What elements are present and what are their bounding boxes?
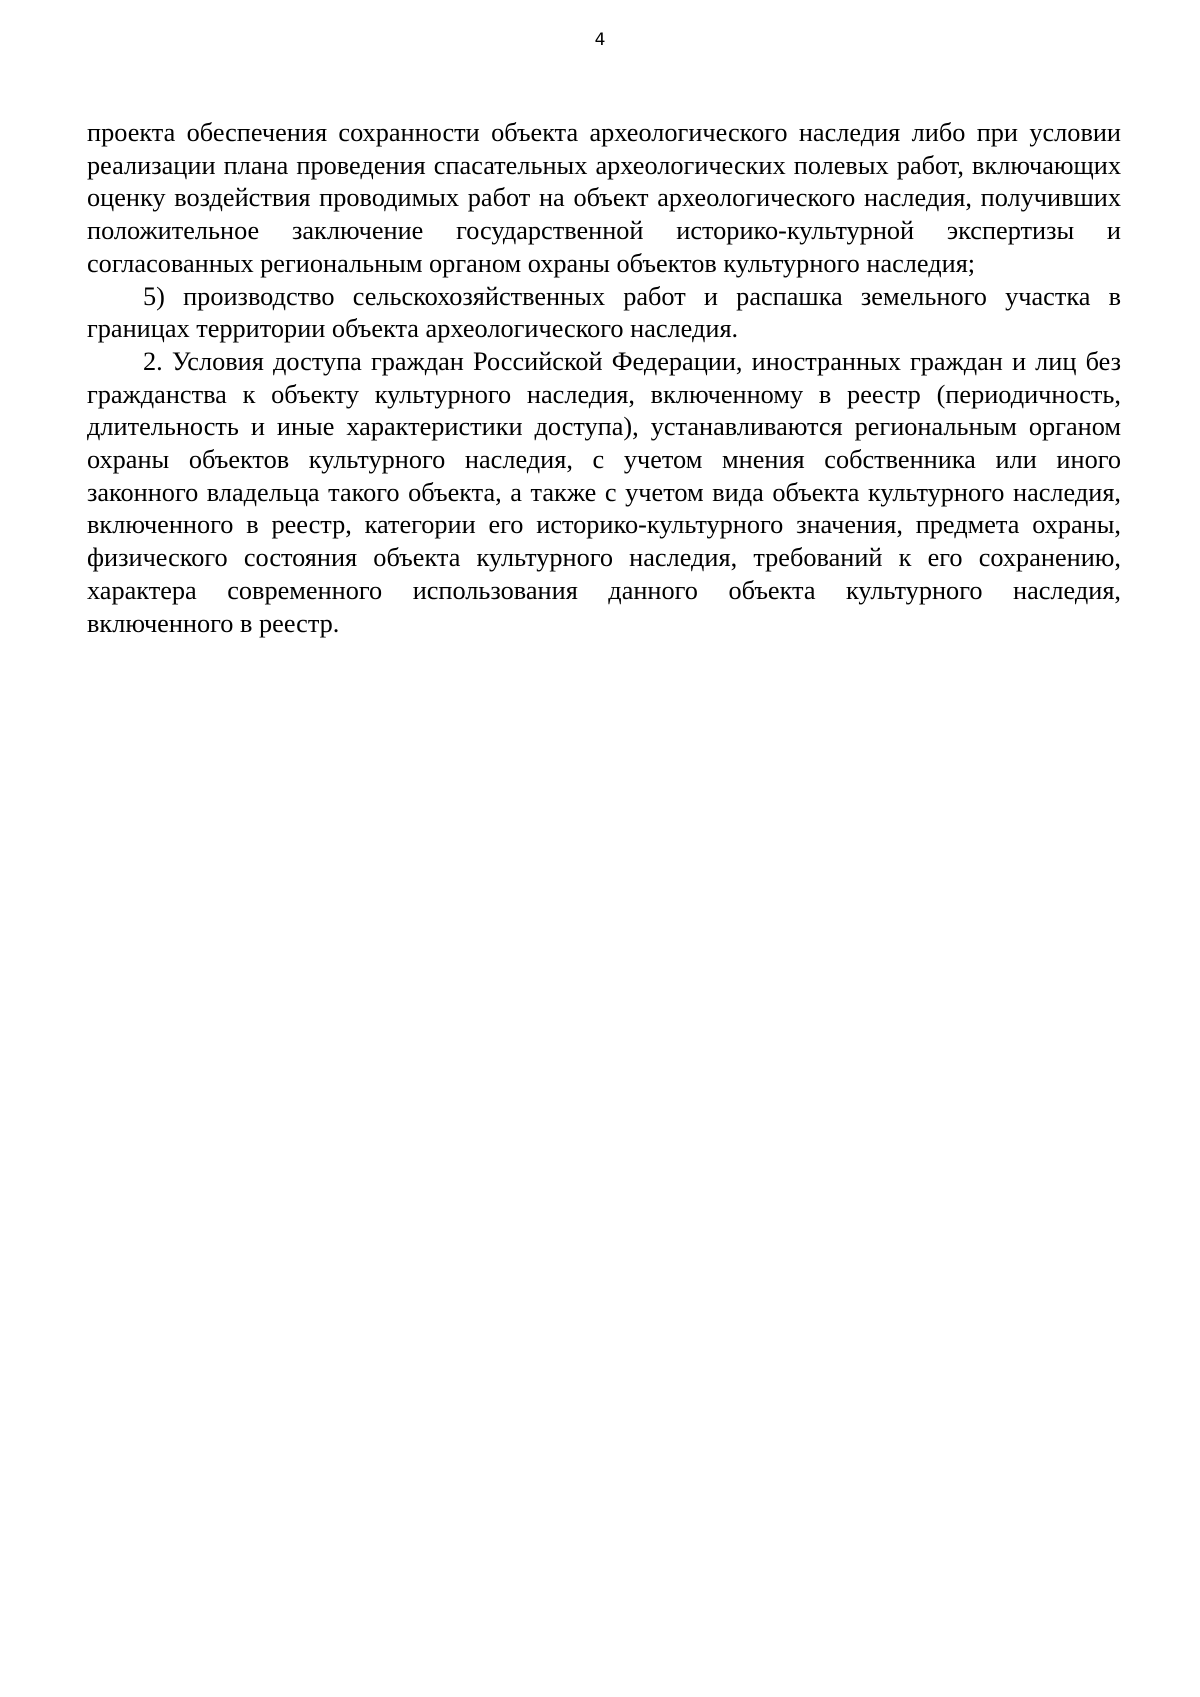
paragraph-section-2: 2. Условия доступа граждан Российской Федерации, иностранных граждан и лиц без гражданства к объекту культурного наследия, включенному в реестр (периодичность, длительность и иные характеристики доступа), устанавливаются региональным органом охраны объектов культурного наследия, с учетом мнения собственника или иного законного владельца такого объекта, а также с учетом вида объекта культурного наследия, включенного в реестр, категории его историко-культурного значения, предмета охраны, физического состояния объекта культурного наследия, требований к его сохранению, характера современного использования данного объекта культурного наследия, включенного в реестр. bbox=[87, 346, 1121, 638]
document-body bbox=[87, 117, 1121, 640]
paragraph-item-5: 5) производство сельскохозяйственных работ и распашка земельного участка в границах территории объекта археологического наследия. bbox=[87, 281, 1121, 344]
paragraph-continuation: проекта обеспечения сохранности объекта археологического наследия либо при условии реализации плана проведения спасательных археологических полевых работ, включающих оценку воздействия проводимых работ на объект археологического наследия, получивших положительное заключение государственной историко-культурной экспертизы и согласованных региональным органом охраны объектов культурного наследия; bbox=[87, 118, 1121, 278]
page-number: 4 bbox=[594, 30, 606, 50]
